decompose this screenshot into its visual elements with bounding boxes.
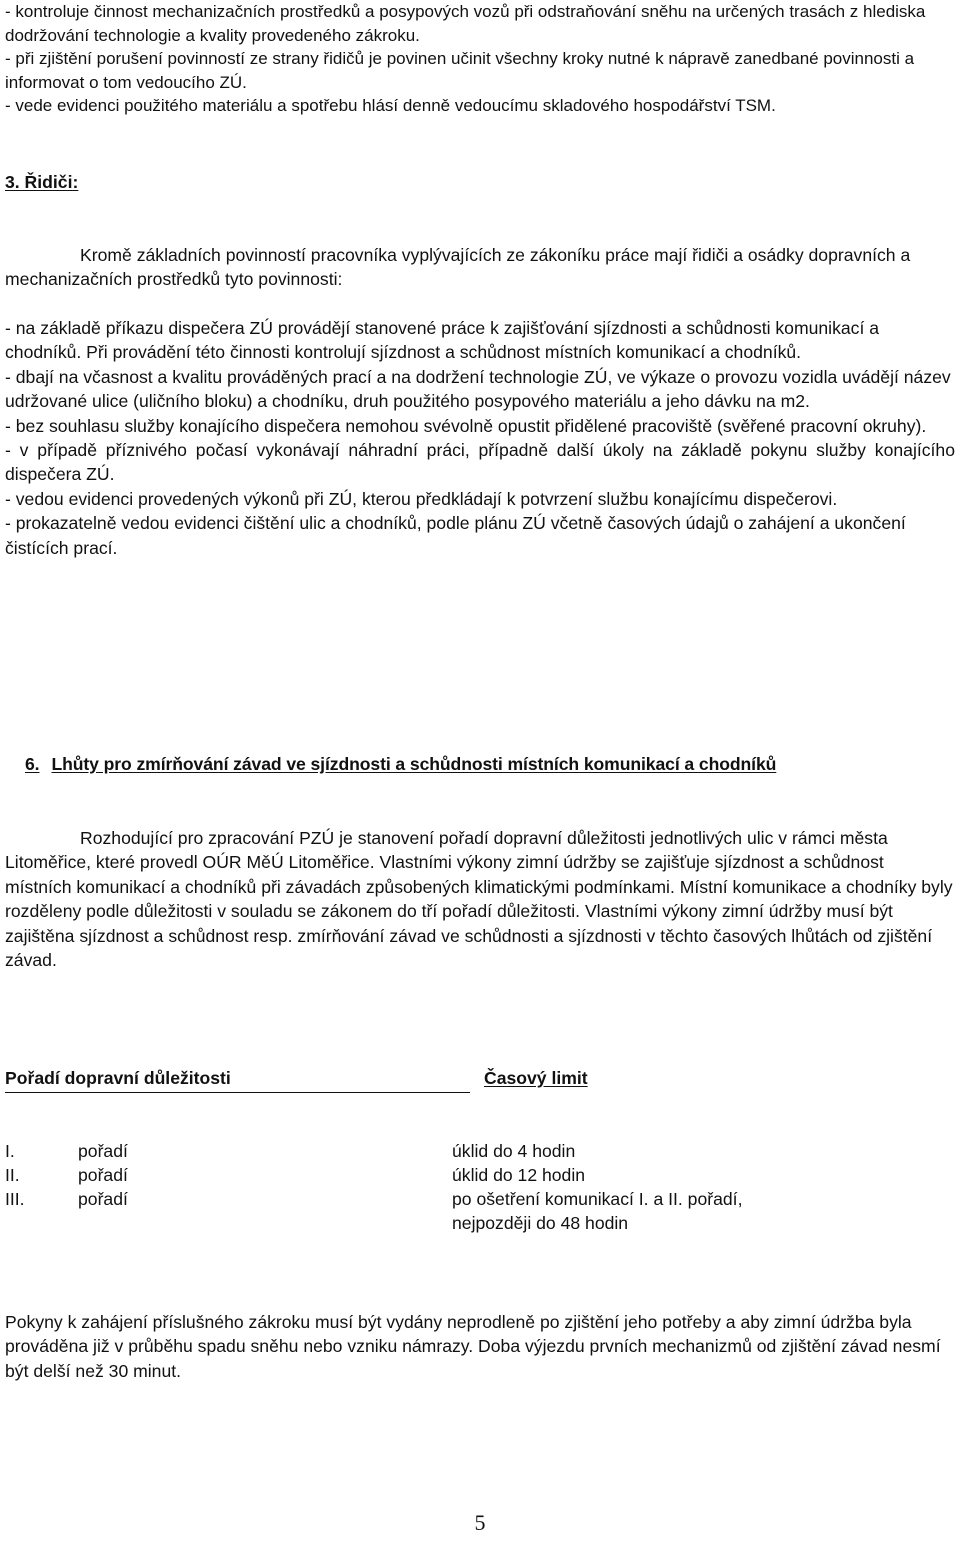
row-limit: úklid do 12 hodin [452, 1165, 586, 1185]
row-number: III. [5, 1189, 25, 1209]
list-item: - na základě příkazu dispečera ZÚ provádějí stanovené práce k zajišťování sjízdnosti a schůdnosti komunikací a chodníků. Při provádění této činnosti kontrolují sjízdnost a schůdnost místních komunikací a chodníků. [5, 318, 880, 363]
drivers-intro: Kromě základních povinností pracovníka vyplývajících ze zákoníku práce mají řidiči a osádky dopravních a mechanizačních prostředků tyto povinnosti: [5, 245, 911, 290]
foreman-duties-list [5, 0, 955, 118]
row-number: II. [5, 1165, 20, 1185]
deadlines-paragraph: Rozhodující pro zpracování PZÚ je stanovení pořadí dopravní důležitosti jednotlivých ulic v rámci města Litoměřice, které provedl OÚR MěÚ Litoměřice. Vlastními výkony zimní údržby se zajišťuje sjízdnost a schůdnost místních komunikací a chodníků při závadách způsobených klimatickými podmínkami. Místní komunikace a chodníky byly rozděleny podle důležitosti v souladu se zákonem do tří pořadí důležitosti. Vlastními výkony zimní údržby musí být zajištěna sjízdnost a schůdnost resp. zmírňování závad ve schůdnosti a sjízdnosti v těchto časových lhůtách od zjištění závad. [5, 828, 953, 971]
row-limit: po ošetření komunikací I. a II. pořadí, [452, 1189, 743, 1209]
table-row [0, 1163, 960, 1187]
closing-paragraph: Pokyny k zahájení příslušného zákroku musí být vydány neprodleně po zjištění jeho potřeby a aby zimní údržba byla prováděna již v průběhu spadu sněhu nebo vzniku námrazy. Doba výjezdu prvních mechanizmů od zjištění závad nesmí být delší než 30 minut. [5, 1312, 941, 1381]
list-item: - bez souhlasu služby konajícího dispečera nemohou svévolně opustit přidělené pracoviště (svěřené pracovní okruhy). [5, 415, 927, 436]
row-label: pořadí [78, 1165, 128, 1185]
section-number: 6. [25, 754, 40, 774]
header-limit: Časový limit [484, 1068, 588, 1088]
section-heading-drivers: 3. Řidiči: [5, 172, 79, 192]
list-item: - při zjištění porušení povinností ze strany řidičů je povinen učinit všechny kroky nutné k nápravě zanedbané povinnosti a informovat o tom vedoucího ZÚ. [5, 49, 915, 92]
header-priority: Pořadí dopravní důležitosti [5, 1068, 231, 1088]
list-item: - v případě příznivého počasí vykonávají náhradní práci, případně další úkoly na základě pokynu služby konajícího dispečera ZÚ. [5, 440, 955, 485]
list-item: - dbají na včasnost a kvalitu prováděných prací a na dodržení technologie ZÚ, ve výkaze o provozu vozidla uvádějí název udržované ulice (uličního bloku) a chodníku, druh použitého posypového materiálu a jeho dávku na m2. [5, 366, 951, 412]
table-row [0, 1139, 960, 1163]
row-label: pořadí [78, 1189, 128, 1209]
section-heading-deadlines [25, 752, 776, 776]
section-title: Lhůty pro zmírňování závad ve sjízdnosti a schůdnosti místních komunikací a chodníků [51, 754, 777, 774]
row-limit: úklid do 4 hodin [452, 1141, 576, 1161]
drivers-duties-list [5, 316, 955, 560]
list-item: - prokazatelně vedou evidenci čištění ulic a chodníků, podle plánu ZÚ včetně časových údajů o zahájení a ukončení čistících prací. [5, 513, 906, 558]
list-item: - vede evidenci použitého materiálu a spotřebu hlásí denně vedoucímu skladového hospodářství TSM. [5, 96, 776, 115]
table-row [0, 1187, 960, 1235]
list-item: - kontroluje činnost mechanizačních prostředků a posypových vozů při odstraňování sněhu na určených trasách z hlediska dodržování technologie a kvality provedeného zákroku. [5, 2, 926, 45]
list-item: - vedou evidenci provedených výkonů při ZÚ, kterou předkládají k potvrzení službu konajícímu dispečerovi. [5, 488, 838, 509]
row-limit-continued: nejpozději do 48 hodin [452, 1213, 629, 1233]
row-number: I. [5, 1141, 15, 1161]
page-number: 5 [474, 1510, 486, 1535]
row-label: pořadí [78, 1141, 128, 1161]
